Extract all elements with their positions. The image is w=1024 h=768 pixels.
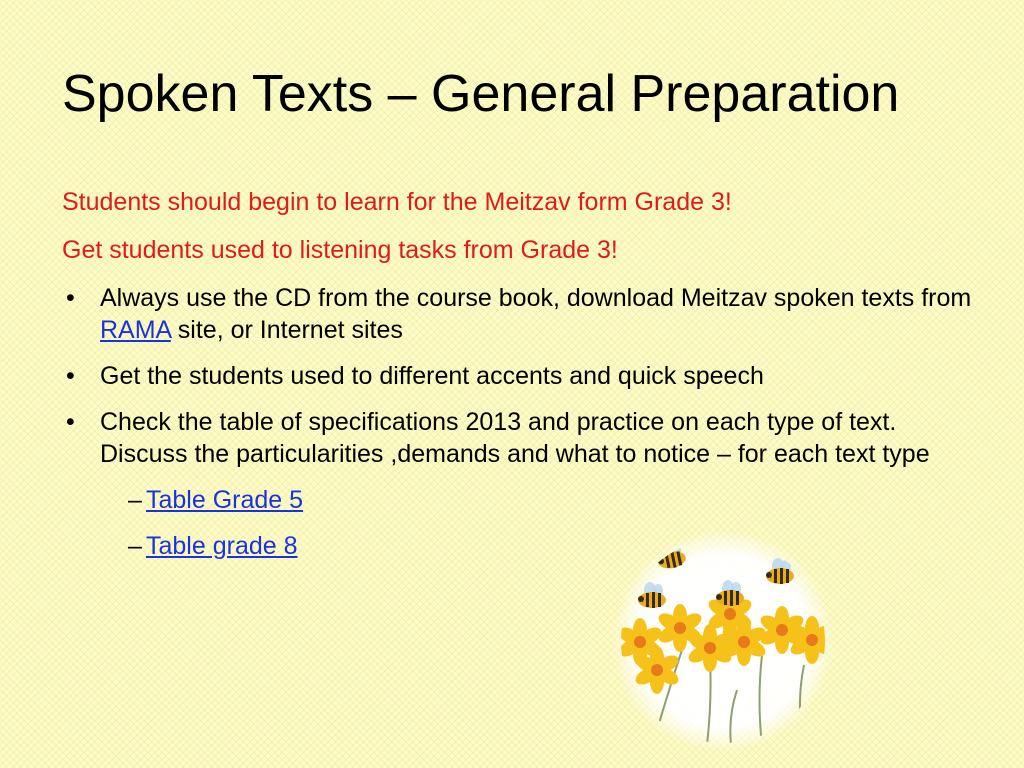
slide-body (62, 186, 972, 576)
bullet-accents: • Get the students used to different accents and quick speech (62, 360, 972, 392)
dash-marker: – (128, 532, 142, 560)
table-grade-5-link[interactable]: Table Grade 5 (146, 486, 304, 514)
rama-link[interactable]: RAMA (100, 316, 171, 344)
sub-item-grade8 (62, 530, 972, 562)
table-grade-8-link[interactable]: Table grade 8 (146, 532, 298, 560)
sub-list (62, 484, 972, 562)
sub-item-grade5 (62, 484, 972, 516)
bullet-specifications (62, 406, 972, 470)
red-line-2: Get students used to listening tasks from Grade 3! (62, 236, 618, 264)
slide-title: Spoken Texts – General Preparation (62, 65, 900, 123)
dash-marker: – (128, 486, 142, 514)
bullet-list (62, 282, 972, 470)
bullet-cd-text-end: site, or Internet sites (170, 316, 403, 344)
red-line-1: Students should begin to learn for the Meitzav form Grade 3! (62, 188, 732, 216)
bees-and-flowers-illustration (612, 530, 834, 752)
bullet-specifications-text: • Check the table of specifications 2013 and practice on each type of text. Discuss the particularities ,demands and what to notice – for each text type (100, 408, 930, 468)
bees-flowers-svg (612, 530, 834, 752)
bullet-cd (62, 282, 972, 346)
bullet-cd-text-start: Always use the CD from the course book, download Meitzav spoken texts from (100, 284, 972, 312)
